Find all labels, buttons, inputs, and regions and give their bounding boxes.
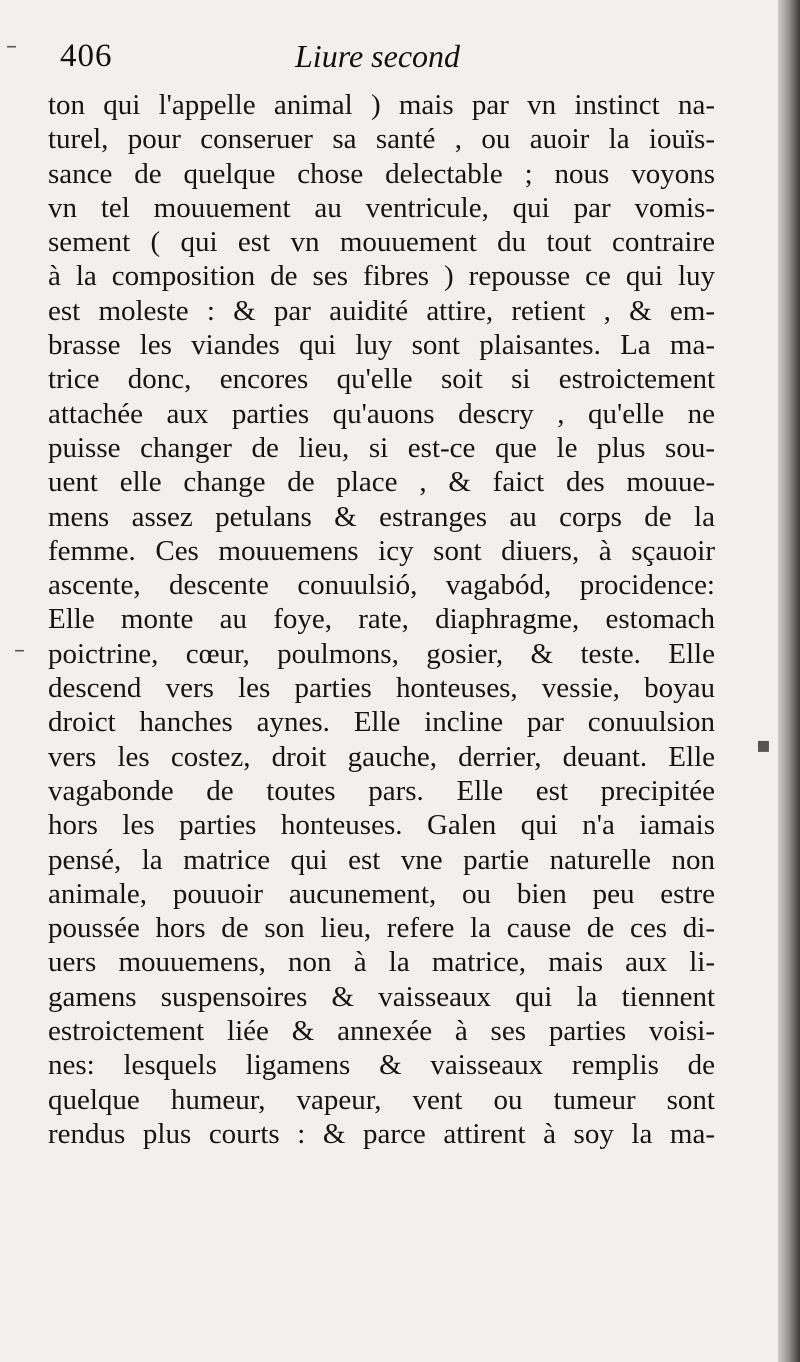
text-line: à la composition de ses fibres ) repousse ce qui luy — [48, 260, 715, 293]
text-line: animale, pouuoir aucunement, ou bien peu estre — [48, 877, 715, 910]
text-line: uent elle change de place , & faict des mouue- — [48, 466, 715, 499]
text-line: sance de quelque chose delectable ; nous voyons — [48, 157, 715, 190]
margin-mark: – — [6, 34, 17, 59]
text-line: Elle monte au foye, rate, diaphragme, estomach — [48, 603, 715, 636]
page-number: 406 — [60, 38, 113, 74]
text-line: puisse changer de lieu, si est-ce que le plus sou- — [48, 431, 715, 464]
page-header — [0, 28, 780, 84]
margin-mark: ▪ — [756, 733, 771, 758]
text-line: turel, pour conseruer sa santé , ou auoir la iouïs- — [48, 123, 715, 156]
text-line: brasse les viandes qui luy sont plaisantes. La ma- — [48, 329, 715, 362]
text-line: sement ( qui est vn mouuement du tout contraire — [48, 226, 715, 259]
text-line: uers mouuemens, non à la matrice, mais aux li- — [48, 946, 715, 979]
text-line: hors les parties honteuses. Galen qui n'a iamais — [48, 809, 715, 842]
text-line: droict hanches aynes. Elle incline par conuulsion — [48, 706, 715, 739]
text-line: vers les costez, droit gauche, derrier, deuant. Elle — [48, 740, 715, 773]
body-text — [48, 88, 715, 1151]
text-line: poussée hors de son lieu, refere la cause de ces di- — [48, 912, 715, 945]
text-line: vn tel mouuement au ventricule, qui par vomis- — [48, 191, 715, 224]
text-line: descend vers les parties honteuses, vessie, boyau — [48, 672, 715, 705]
text-line: pensé, la matrice qui est vne partie naturelle non — [48, 843, 715, 876]
page-edge-shadow — [778, 0, 800, 1362]
text-line: est moleste : & par auidité attire, retient , & em- — [48, 294, 715, 327]
text-line: trice donc, encores qu'elle soit si estroictement — [48, 363, 715, 396]
text-line: estroictement liée & annexée à ses parties voisi- — [48, 1015, 715, 1048]
text-line: poictrine, cœur, poulmons, gosier, & teste. Elle — [48, 637, 715, 670]
text-line: ton qui l'appelle animal ) mais par vn instinct na- — [48, 89, 715, 121]
text-line: attachée aux parties qu'auons descry , qu'elle ne — [48, 397, 715, 430]
margin-mark: – — [14, 638, 25, 663]
text-line: quelque humeur, vapeur, vent ou tumeur sont — [48, 1083, 715, 1116]
text-line: rendus plus courts : & parce attirent à soy la ma- — [48, 1117, 715, 1150]
text-line: femme. Ces mouuemens icy sont diuers, à sçauoir — [48, 534, 715, 567]
text-line: vagabonde de toutes pars. Elle est precipitée — [48, 774, 715, 807]
text-line: mens assez petulans & estranges au corps de la — [48, 500, 715, 533]
text-line: nes: lesquels ligamens & vaisseaux remplis de — [48, 1049, 715, 1082]
running-title: Liure second — [295, 38, 461, 74]
text-line: gamens suspensoires & vaisseaux qui la tiennent — [48, 980, 715, 1013]
text-line: ascente, descente conuulsió, vagabód, procidence: — [48, 569, 715, 602]
